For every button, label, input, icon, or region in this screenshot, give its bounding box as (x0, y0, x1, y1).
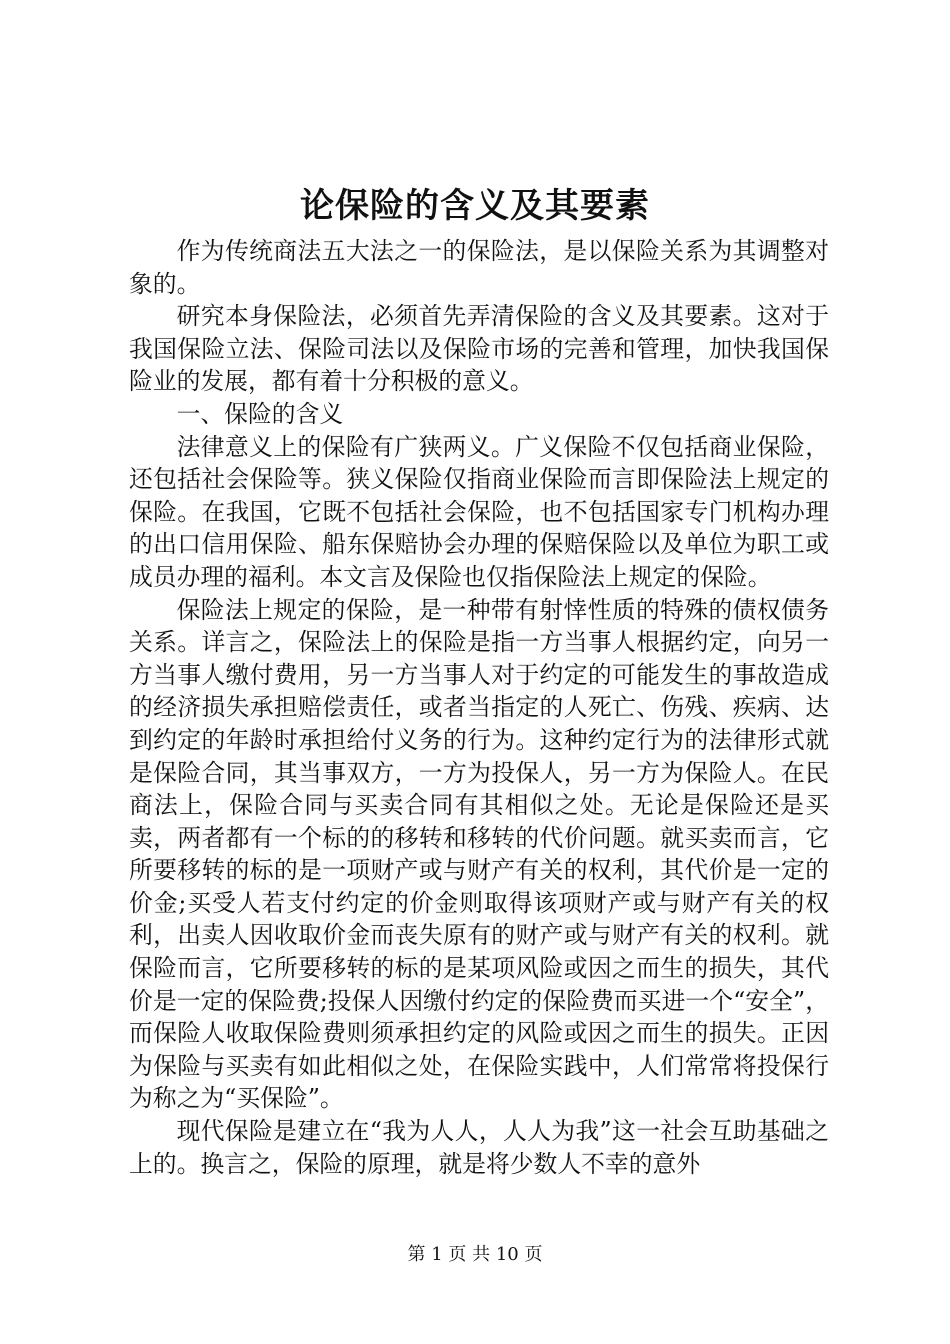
paragraph-contract-nature: 保险法上规定的保险，是一种带有射悻性质的特殊的债权债务关系。详言之，保险法上的保险是指一方当事人根据约定，向另一方当事人缴付费用，另一方当事人对于约定的可能发生的事故造成的经济损失承担赔偿责任，或者当指定的人死亡、伤残、疾病、达到约定的年龄时承担给付义务的行为。这种约定行为的法律形式就是保险合同，其当事双方，一方为投保人，另一方为保险人。在民商法上，保险合同与买卖合同有其相似之处。无论是保险还是买卖，两者都有一个标的的移转和移转的代价问题。就买卖而言，它所要移转的标的是一项财产或与财产有关的权利，其代价是一定的价金;买受人若支付约定的价金则取得该项财产或与财产有关的权利，出卖人因收取价金而丧失原有的财产或与财产有关的权利。就保险而言，它所要移转的标的是某项风险或因之而生的损失，其代价是一定的保险费;投保人因缴付约定的保险费而买进一个“安全”，而保险人收取保险费则须承担约定的风险或因之而生的损失。正因为保险与买卖有如此相似之处，在保险实践中，人们常常将投保行为称之为“买保险”。 (129, 595, 829, 1113)
paragraph-legal-meaning: 法律意义上的保险有广狭两义。广义保险不仅包括商业保险，还包括社会保险等。狭义保险仅指商业保险而言即保险法上规定的保险。在我国，它既不包括社会保险，也不包括国家专门机构办理的出口信用保险、船东保赔协会办理的保赔保险以及单位为职工或成员办理的福利。本文言及保险也仅指保险法上规定的保险。 (129, 432, 829, 591)
page-number-footer: 第 1 页 共 10 页 (407, 1244, 543, 1265)
document-title: 论保险的含义及其要素 (300, 186, 650, 226)
paragraph-modern-insurance: 现代保险是建立在“我为人人，人人为我”这一社会互助基础之上的。换言之，保险的原理，就是将少数人不幸的意外 (129, 1117, 829, 1178)
document-body (129, 235, 829, 1180)
section-heading-meaning: 一、保险的含义 (176, 399, 344, 428)
paragraph-intro: 作为传统商法五大法之一的保险法，是以保险关系为其调整对象的。 (129, 237, 829, 298)
paragraph-significance: 研究本身保险法，必须首先弄清保险的含义及其要素。这对于我国保险立法、保险司法以及保险市场的完善和管理，加快我国保险业的发展，都有着十分积极的意义。 (129, 302, 829, 396)
